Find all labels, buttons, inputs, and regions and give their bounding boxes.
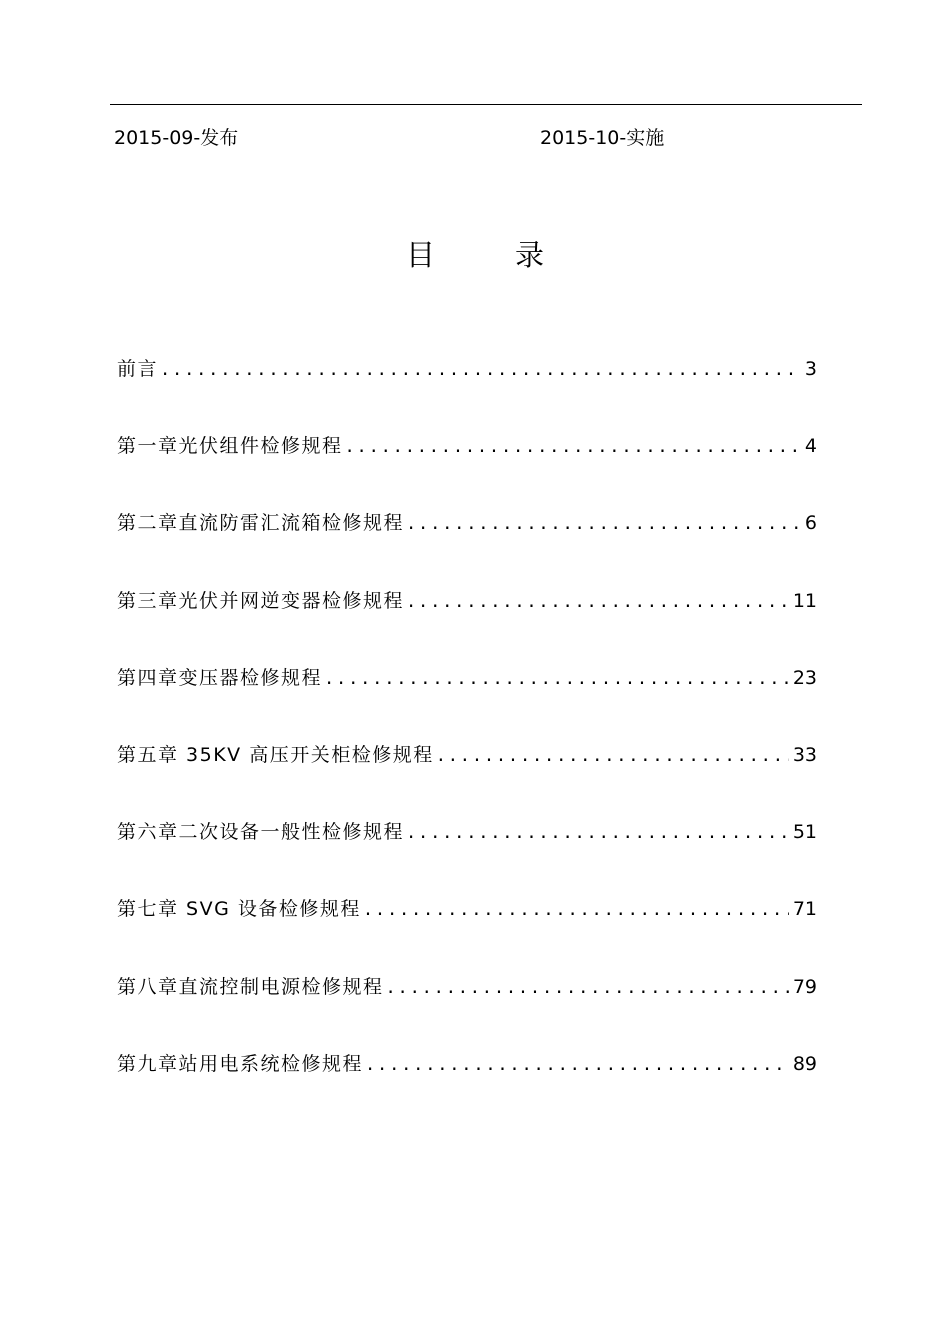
toc-entry-label: 第七章 SVG 设备检修规程	[117, 898, 361, 921]
toc-title	[0, 236, 950, 274]
toc-title-char: 目	[405, 238, 435, 272]
toc-entry-label: 第六章二次设备一般性检修规程	[117, 821, 405, 844]
toc-dot-leader	[386, 975, 789, 1001]
toc-entry-preface[interactable]	[117, 356, 817, 433]
toc-dot-leader	[436, 743, 789, 769]
toc-entry-label: 第四章变压器检修规程	[117, 666, 323, 689]
toc-dot-leader	[363, 897, 789, 923]
toc-dot-leader	[345, 434, 801, 460]
toc-dot-leader	[406, 589, 789, 615]
toc-entry-page: 89	[792, 1052, 817, 1075]
toc-dot-leader	[160, 357, 801, 383]
header-rule	[110, 104, 862, 105]
toc-entry-chapter-9[interactable]	[117, 1051, 817, 1128]
toc-title-char: 录	[515, 238, 545, 272]
toc-entry-chapter-1[interactable]	[117, 433, 817, 510]
toc-entry-chapter-3[interactable]	[117, 588, 817, 665]
toc-dot-leader	[406, 511, 801, 537]
toc-entry-label: 第八章直流控制电源检修规程	[117, 975, 384, 998]
toc-entry-page: 11	[792, 589, 817, 612]
toc-entry-page: 3	[804, 358, 817, 380]
toc-entry-label: 第三章光伏并网逆变器检修规程	[117, 589, 405, 612]
toc-entry-page: 79	[792, 975, 817, 998]
toc-entry-page: 23	[792, 666, 817, 689]
toc-entry-page: 71	[792, 898, 817, 921]
toc-entry-chapter-8[interactable]	[117, 974, 817, 1051]
toc-entry-page: 6	[804, 512, 817, 535]
toc-entry-chapter-6[interactable]	[117, 819, 817, 896]
toc-entry-label: 第五章 35KV 高压开关柜检修规程	[117, 743, 434, 766]
toc-entry-label: 第二章直流防雷汇流箱检修规程	[117, 512, 405, 535]
toc-list	[117, 356, 817, 1128]
toc-entry-chapter-2[interactable]	[117, 510, 817, 587]
toc-dot-leader	[406, 820, 789, 846]
toc-entry-page: 4	[804, 435, 817, 458]
toc-entry-page: 33	[792, 743, 817, 766]
toc-entry-label: 前言	[117, 358, 159, 380]
toc-entry-label: 第九章站用电系统检修规程	[117, 1052, 364, 1075]
toc-entry-chapter-7[interactable]	[117, 896, 817, 973]
toc-entry-chapter-4[interactable]	[117, 665, 817, 742]
toc-dot-leader	[324, 666, 789, 692]
effective-date: 2015-10-实施	[540, 127, 665, 149]
publish-date: 2015-09-发布	[114, 127, 239, 149]
toc-entry-label: 第一章光伏组件检修规程	[117, 435, 343, 458]
toc-entry-chapter-5[interactable]	[117, 742, 817, 819]
toc-dot-leader	[365, 1052, 789, 1078]
toc-entry-page: 51	[792, 821, 817, 844]
